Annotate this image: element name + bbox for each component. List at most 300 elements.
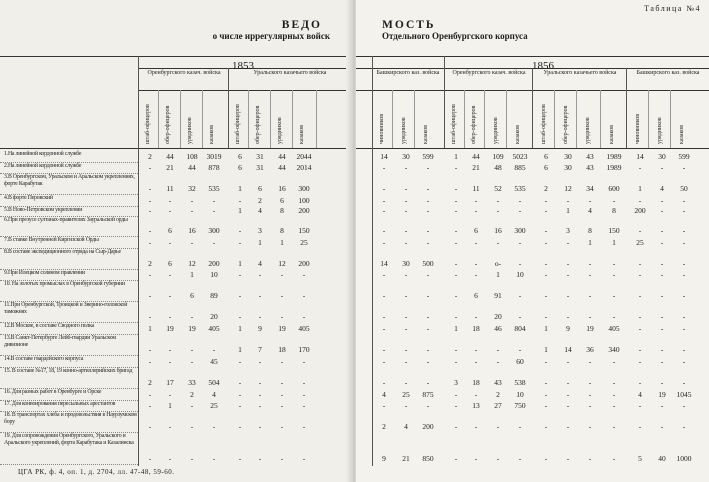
table-cell: -	[660, 270, 664, 279]
column-rule	[158, 90, 159, 148]
table-cell: -	[544, 357, 548, 366]
table-cell: 14	[380, 152, 388, 161]
table-cell: -	[566, 401, 570, 410]
table-cell: -	[258, 454, 262, 463]
table-cell: -	[682, 324, 686, 333]
table-cell: -	[566, 390, 570, 399]
table-cell: 4	[638, 390, 642, 399]
table-cell: 19	[166, 324, 174, 333]
table-cell: -	[238, 312, 242, 321]
table-cell: -	[682, 345, 686, 354]
table-cell: 1	[190, 270, 194, 279]
table-cell: -	[566, 270, 570, 279]
row-label: 9.При Илецком соляном правлении	[4, 270, 85, 276]
row-label: 14.В составе гвардейского корпуса	[4, 356, 84, 362]
table-cell: 21	[402, 454, 410, 463]
table-cell: -	[454, 238, 458, 247]
table-cell: -	[682, 226, 686, 235]
table-cell: -	[302, 357, 306, 366]
table-cell: -	[190, 357, 194, 366]
table-cell: 30	[402, 259, 410, 268]
table-cell: 10	[210, 270, 218, 279]
table-cell: -	[544, 206, 548, 215]
table-cell: -	[426, 226, 430, 235]
table-cell: -	[544, 226, 548, 235]
table-cell: -	[544, 238, 548, 247]
column-header: чиновников	[379, 113, 385, 144]
table-cell: -	[638, 291, 642, 300]
table-cell: -	[382, 291, 386, 300]
table-cell: -	[404, 357, 408, 366]
table-cell: -	[426, 378, 430, 387]
table-cell: -	[238, 357, 242, 366]
table-cell: -	[404, 206, 408, 215]
table-cell: -	[454, 163, 458, 172]
table-cell: 1	[638, 184, 642, 193]
table-cell: 1	[612, 238, 616, 247]
table-cell: -	[148, 454, 152, 463]
table-cell: -	[612, 259, 616, 268]
column-rule	[202, 90, 203, 148]
table-cell: 1045	[676, 390, 692, 399]
table-cell: -	[638, 345, 642, 354]
column-rule	[316, 90, 317, 148]
table-cell: -	[544, 196, 548, 205]
table-cell: 18	[278, 345, 286, 354]
table-cell: -	[382, 196, 386, 205]
table-cell: -	[454, 390, 458, 399]
table-cell: -	[660, 401, 664, 410]
column-header: урядников	[493, 117, 499, 144]
column-header: казаков	[209, 125, 215, 144]
table-cell: -	[660, 206, 664, 215]
table-cell: -	[588, 401, 592, 410]
column-rule	[506, 90, 507, 148]
table-cell: 504	[208, 378, 220, 387]
table-cell: 200	[298, 259, 310, 268]
table-cell: 4	[382, 390, 386, 399]
group-divider	[532, 68, 533, 148]
table-cell: -	[544, 259, 548, 268]
column-rule	[464, 90, 465, 148]
table-cell: 43	[494, 378, 502, 387]
table-cell: -	[404, 324, 408, 333]
table-cell: -	[212, 238, 216, 247]
table-cell: 1000	[676, 454, 692, 463]
table-cell: 3	[566, 226, 570, 235]
table-cell: 300	[208, 226, 220, 235]
column-header: обер-офицеров	[255, 105, 261, 144]
table-cell: 9	[566, 324, 570, 333]
table-cell: -	[454, 291, 458, 300]
table-cell: 4	[212, 390, 216, 399]
group-divider	[228, 68, 229, 148]
table-cell: -	[588, 259, 592, 268]
table-cell: -	[682, 163, 686, 172]
table-cell: -	[454, 357, 458, 366]
table-cell: -	[404, 270, 408, 279]
table-cell: 44	[188, 163, 196, 172]
table-cell: -	[612, 422, 616, 431]
table-cell: 6	[474, 291, 478, 300]
table-cell: 3	[454, 378, 458, 387]
group-label-ural: Уральского казачьего войска	[543, 70, 617, 76]
table-cell: -	[148, 312, 152, 321]
table-cell: 30	[564, 152, 572, 161]
table-cell: 1	[238, 206, 242, 215]
table-cell: -	[190, 238, 194, 247]
table-cell: -	[168, 196, 172, 205]
table-cell: 6	[168, 226, 172, 235]
table-cell: -	[280, 378, 284, 387]
table-cell: 878	[208, 163, 220, 172]
column-header: казаков	[299, 125, 305, 144]
table-cell: -	[588, 454, 592, 463]
table-cell: 5	[638, 454, 642, 463]
table-cell: 16	[278, 184, 286, 193]
table-cell: -	[168, 357, 172, 366]
row-label: 19. Для сопровождения Оренбургского, Уральского и Аральского укреплений, форта Карабутака и Казалинска	[4, 433, 134, 446]
table-cell: -	[544, 454, 548, 463]
table-cell: -	[454, 422, 458, 431]
table-cell: -	[638, 324, 642, 333]
table-cell: -	[588, 270, 592, 279]
group-divider	[444, 56, 445, 148]
table-cell: -	[566, 196, 570, 205]
table-cell: -	[474, 454, 478, 463]
table-cell: -	[148, 357, 152, 366]
table-cell: 44	[278, 152, 286, 161]
row-label: 3.В Оренбургском, Уральском и Аральском укреплениях, форте Карабутак	[4, 174, 135, 187]
table-cell: 1	[566, 206, 570, 215]
row-label: 15. В составе №17, 18, 19 конно-артиллерийских бригад	[4, 368, 133, 374]
table-cell: -	[518, 291, 522, 300]
table-cell: -	[280, 270, 284, 279]
table-cell: 2044	[296, 152, 312, 161]
table-cell: -	[660, 226, 664, 235]
table-cell: 89	[210, 291, 218, 300]
table-cell: -	[638, 401, 642, 410]
table-cell: 804	[514, 324, 526, 333]
table-cell: 6	[238, 152, 242, 161]
table-cell: -	[566, 291, 570, 300]
table-cell: -	[566, 378, 570, 387]
table-cell: -	[588, 312, 592, 321]
table-cell: 30	[658, 152, 666, 161]
table-cell: 1	[496, 270, 500, 279]
table-cell: 1	[454, 152, 458, 161]
table-cell: о-	[494, 259, 502, 268]
table-cell: 538	[514, 378, 526, 387]
table-cell: 535	[514, 184, 526, 193]
table-cell: 14	[636, 152, 644, 161]
table-cell: -	[426, 345, 430, 354]
subtitle-left: о числе иррегулярных войск	[212, 31, 330, 41]
title-left: ВЕДО	[281, 19, 322, 31]
table-cell: -	[588, 378, 592, 387]
table-cell: -	[148, 345, 152, 354]
table-cell: -	[280, 357, 284, 366]
table-cell: 1989	[606, 163, 622, 172]
table-cell: -	[148, 422, 152, 431]
column-rule	[648, 90, 649, 148]
table-cell: -	[426, 312, 430, 321]
table-cell: 1	[168, 401, 172, 410]
table-cell: 20	[210, 312, 218, 321]
table-cell: -	[238, 390, 242, 399]
table-cell: 10	[516, 270, 524, 279]
table-cell: -	[168, 345, 172, 354]
table-cell: 750	[514, 401, 526, 410]
row-label: 16. Для разных работ в Оренбурге и Орске	[4, 389, 102, 395]
column-header: обер-офицеров	[471, 105, 477, 144]
table-cell: -	[612, 270, 616, 279]
table-cell: -	[280, 422, 284, 431]
table-cell: -	[474, 312, 478, 321]
table-cell: -	[190, 454, 194, 463]
table-cell: -	[518, 454, 522, 463]
table-cell: 21	[472, 163, 480, 172]
table-cell: -	[682, 357, 686, 366]
table-cell: 52	[494, 184, 502, 193]
left-table-rule	[372, 56, 373, 466]
table-cell: -	[258, 291, 262, 300]
table-cell: -	[566, 454, 570, 463]
table-cell: 46	[494, 324, 502, 333]
table-cell: 20	[494, 312, 502, 321]
table-cell: -	[426, 238, 430, 247]
table-cell: -	[238, 226, 242, 235]
table-cell: -	[148, 196, 152, 205]
column-header: казаков	[679, 125, 685, 144]
table-cell: -	[474, 345, 478, 354]
table-cell: 32	[188, 184, 196, 193]
table-cell: -	[168, 312, 172, 321]
table-cell: 11	[472, 184, 480, 193]
table-cell: 885	[514, 163, 526, 172]
table-cell: -	[302, 454, 306, 463]
row-label: 12.В Москве, в составе Сводного полка	[4, 323, 95, 329]
table-cell: -	[588, 291, 592, 300]
table-cell: 3	[258, 226, 262, 235]
group-divider	[626, 68, 627, 148]
table-cell: 6	[474, 226, 478, 235]
table-cell: 43	[586, 152, 594, 161]
table-cell: -	[382, 324, 386, 333]
table-cell: -	[682, 291, 686, 300]
table-cell: -	[682, 270, 686, 279]
table-cell: 43	[586, 163, 594, 172]
table-cell: -	[638, 312, 642, 321]
table-cell: -	[544, 422, 548, 431]
row-label: 8.В составе экспедиционного отряда на Сыр-Дарье	[4, 249, 121, 255]
table-cell: 150	[298, 226, 310, 235]
source-note: ЦГА РК, ф. 4, оп. 1, д. 2704, лл. 47-48, 59-60.	[18, 468, 175, 476]
table-cell: -	[190, 312, 194, 321]
table-cell: 2	[190, 390, 194, 399]
table-cell: -	[496, 357, 500, 366]
row-label: 4.В форте Перовский	[4, 195, 53, 201]
table-cell: 6	[168, 259, 172, 268]
table-cell: 14	[380, 259, 388, 268]
table-cell: 2	[148, 152, 152, 161]
table-cell: -	[518, 312, 522, 321]
table-cell: -	[168, 238, 172, 247]
table-cell: 200	[422, 422, 434, 431]
table-cell: -	[302, 422, 306, 431]
group-label-bashkir: Башкирского каз. войска	[376, 70, 440, 76]
table-cell: -	[660, 422, 664, 431]
row-label: 13.В Санкт-Петербурге Лейб-гвардии Уральском дивизионе	[4, 335, 116, 348]
table-cell: 300	[514, 226, 526, 235]
table-cell: 12	[564, 184, 572, 193]
table-cell: 300	[298, 184, 310, 193]
table-cell: -	[566, 422, 570, 431]
table-cell: -	[588, 390, 592, 399]
table-cell: -	[660, 238, 664, 247]
table-cell: 36	[586, 345, 594, 354]
table-cell: -	[404, 163, 408, 172]
table-cell: -	[474, 206, 478, 215]
table-cell: -	[404, 226, 408, 235]
table-cell: -	[638, 196, 642, 205]
table-cell: -	[148, 226, 152, 235]
table-cell: 3019	[206, 152, 222, 161]
table-cell: 25	[210, 401, 218, 410]
table-cell: 6	[544, 152, 548, 161]
table-cell: -	[426, 196, 430, 205]
column-header: штаб-офицеров	[541, 104, 547, 144]
table-cell: -	[190, 206, 194, 215]
table-cell: -	[474, 238, 478, 247]
table-cell: -	[454, 196, 458, 205]
table-cell: -	[302, 378, 306, 387]
table-cell: -	[426, 357, 430, 366]
table-cell: 2	[544, 184, 548, 193]
column-header: штаб-офицеров	[451, 104, 457, 144]
table-cell: -	[238, 401, 242, 410]
table-cell: -	[660, 163, 664, 172]
table-cell: -	[212, 454, 216, 463]
table-cell: -	[518, 422, 522, 431]
table-cell: -	[258, 270, 262, 279]
column-rule	[554, 90, 555, 148]
table-cell: 31	[256, 163, 264, 172]
column-rule	[670, 90, 671, 148]
table-cell: -	[404, 312, 408, 321]
table-cell: 18	[472, 378, 480, 387]
table-cell: 8	[280, 206, 284, 215]
table-cell: -	[544, 401, 548, 410]
table-cell: -	[566, 312, 570, 321]
column-rule	[180, 90, 181, 148]
table-cell: -	[454, 312, 458, 321]
table-cell: -	[148, 401, 152, 410]
table-cell: 150	[608, 226, 620, 235]
table-cell: -	[190, 196, 194, 205]
table-cell: -	[566, 357, 570, 366]
table-cell: -	[148, 390, 152, 399]
column-header: казаков	[515, 125, 521, 144]
table-cell: 48	[494, 163, 502, 172]
table-label: Таблица №4	[644, 4, 701, 13]
table-cell: 405	[608, 324, 620, 333]
table-cell: 8	[280, 226, 284, 235]
table-cell: 599	[678, 152, 690, 161]
table-cell: 40	[658, 454, 666, 463]
table-cell: 9	[382, 454, 386, 463]
table-cell: -	[238, 238, 242, 247]
table-cell: -	[454, 345, 458, 354]
table-cell: -	[148, 163, 152, 172]
table-cell: -	[638, 226, 642, 235]
group-label-ural: Уральского казачьего войска	[253, 70, 327, 76]
column-header: казаков	[609, 125, 615, 144]
table-cell: -	[496, 206, 500, 215]
column-rule	[600, 90, 601, 148]
table-cell: -	[660, 378, 664, 387]
table-cell: -	[258, 401, 262, 410]
table-cell: -	[682, 206, 686, 215]
table-cell: -	[638, 270, 642, 279]
table-cell: -	[454, 226, 458, 235]
row-label: 6.При презусе султанах-правителях Зауральской орды	[4, 217, 128, 223]
table-cell: -	[496, 196, 500, 205]
row-label: 11.При Оренбургской, Троицкой и Зверино-головской таможнях	[4, 302, 128, 315]
table-cell: -	[474, 390, 478, 399]
table-cell: -	[238, 270, 242, 279]
table-cell: 1	[544, 324, 548, 333]
right-page	[356, 0, 709, 482]
table-cell: 14	[564, 345, 572, 354]
table-cell: -	[404, 184, 408, 193]
table-cell: -	[382, 401, 386, 410]
column-rule	[484, 90, 485, 148]
table-cell: -	[148, 291, 152, 300]
table-cell: -	[404, 291, 408, 300]
header-bottom-rule	[356, 148, 709, 149]
table-cell: 19	[586, 324, 594, 333]
table-cell: -	[612, 454, 616, 463]
table-cell: -	[518, 196, 522, 205]
table-cell: 100	[298, 196, 310, 205]
table-cell: -	[474, 357, 478, 366]
column-header: штаб-офицеров	[235, 104, 241, 144]
table-cell: 599	[422, 152, 434, 161]
table-cell: -	[258, 422, 262, 431]
table-cell: -	[258, 390, 262, 399]
table-cell: -	[302, 390, 306, 399]
year-label: 1853	[232, 60, 254, 72]
table-cell: -	[638, 422, 642, 431]
table-cell: -	[190, 345, 194, 354]
table-cell: -	[168, 206, 172, 215]
table-cell: -	[454, 270, 458, 279]
table-cell: -	[682, 196, 686, 205]
table-cell: 1	[280, 238, 284, 247]
row-label: 1.На линейной кордонной службе	[4, 151, 82, 157]
table-cell: -	[588, 422, 592, 431]
table-cell: -	[544, 312, 548, 321]
table-cell: -	[660, 357, 664, 366]
table-cell: 2	[148, 259, 152, 268]
table-cell: 200	[298, 206, 310, 215]
table-top-rule	[0, 56, 352, 57]
table-cell: -	[190, 422, 194, 431]
table-cell: -	[638, 357, 642, 366]
table-cell: -	[544, 378, 548, 387]
column-rule	[292, 90, 293, 148]
